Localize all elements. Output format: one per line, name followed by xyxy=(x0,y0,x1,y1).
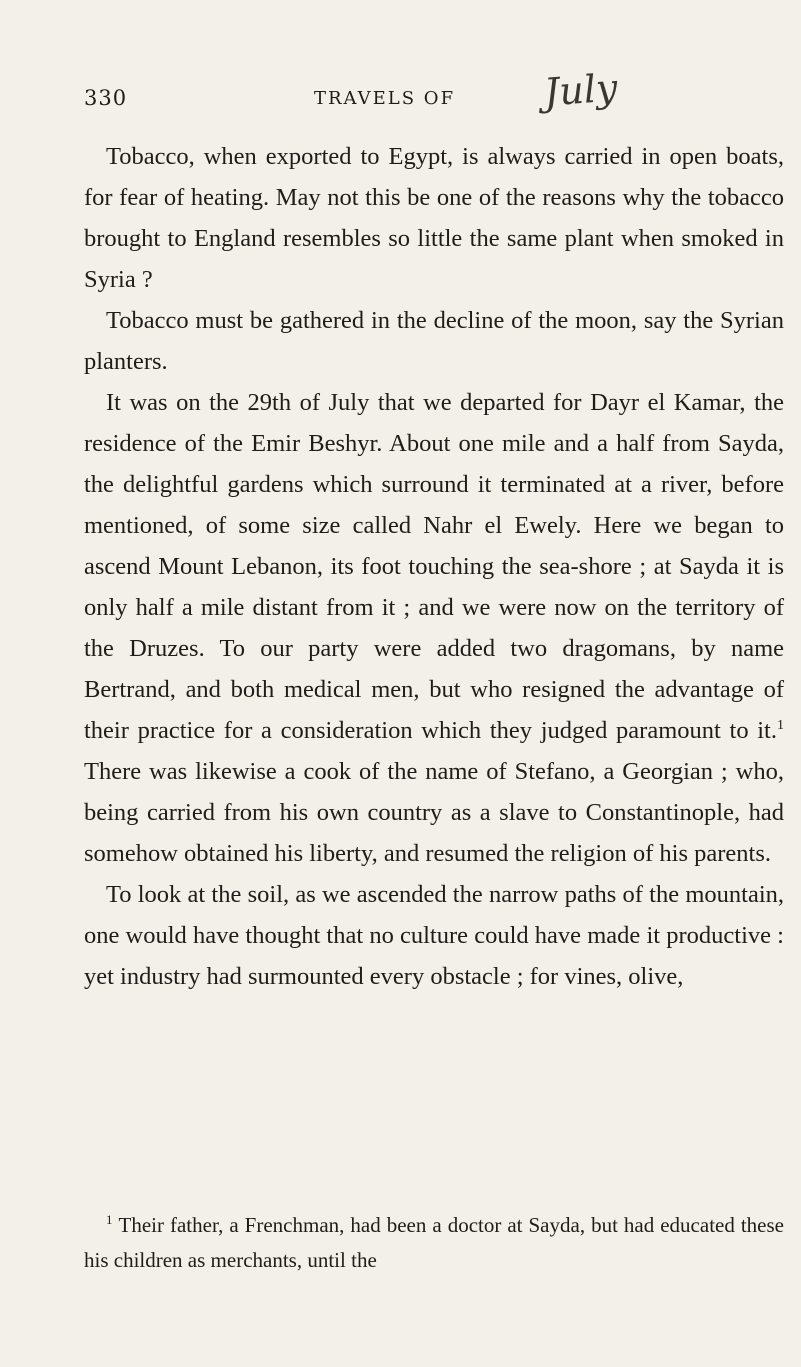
footnote-marker: 1 xyxy=(106,1212,113,1227)
page-header xyxy=(84,65,774,120)
body-text xyxy=(84,136,784,997)
paragraph-with-footnote xyxy=(84,382,784,874)
running-head: TRAVELS OF xyxy=(314,88,456,109)
paragraph: Tobacco, when exported to Egypt, is always carried in open boats, for fear of heating. May not this be one of the reasons why the tobacco brought to England resembles so little the same plant when smoked in Syria ? xyxy=(84,143,784,293)
footnote-text: Their father, a Frenchman, had been a doctor at Sayda, but had educated these his children as merchants, until the xyxy=(84,1213,784,1272)
footnote xyxy=(84,1208,784,1278)
handwritten-note: July xyxy=(542,65,619,115)
paragraph-text-continued: There was likewise a cook of the name of Stefano, a Georgian ; who, being carried from his own country as a slave to Constantinople, had somehow obtained his liberty, and resumed the religion of his parents. xyxy=(84,758,784,867)
page-number: 330 xyxy=(84,86,128,110)
paragraph: Tobacco must be gathered in the decline of the moon, say the Syrian planters. xyxy=(84,307,784,375)
paragraph-text: It was on the 29th of July that we departed for Dayr el Kamar, the residence of the Emir Beshyr. About one mile and a half from Sayda, the delightful gardens which surround it terminated at a river, before mentioned, of some size called Nahr el Ewely. Here we began to ascend Mount Lebanon, its foot touching the sea-shore ; at Sayda it is only half a mile distant from it ; and we were now on the territory of the Druzes. To our party were added two dragomans, by name Bertrand, and both medical men, but who resigned the advantage of their practice for a consideration which they judged paramount to it. xyxy=(84,389,784,744)
paragraph: To look at the soil, as we ascended the narrow paths of the mountain, one would have thought that no culture could have made it productive : yet industry had surmounted every obstacle ; for vines, olive, xyxy=(84,881,784,990)
footnote-reference: 1 xyxy=(777,717,784,733)
